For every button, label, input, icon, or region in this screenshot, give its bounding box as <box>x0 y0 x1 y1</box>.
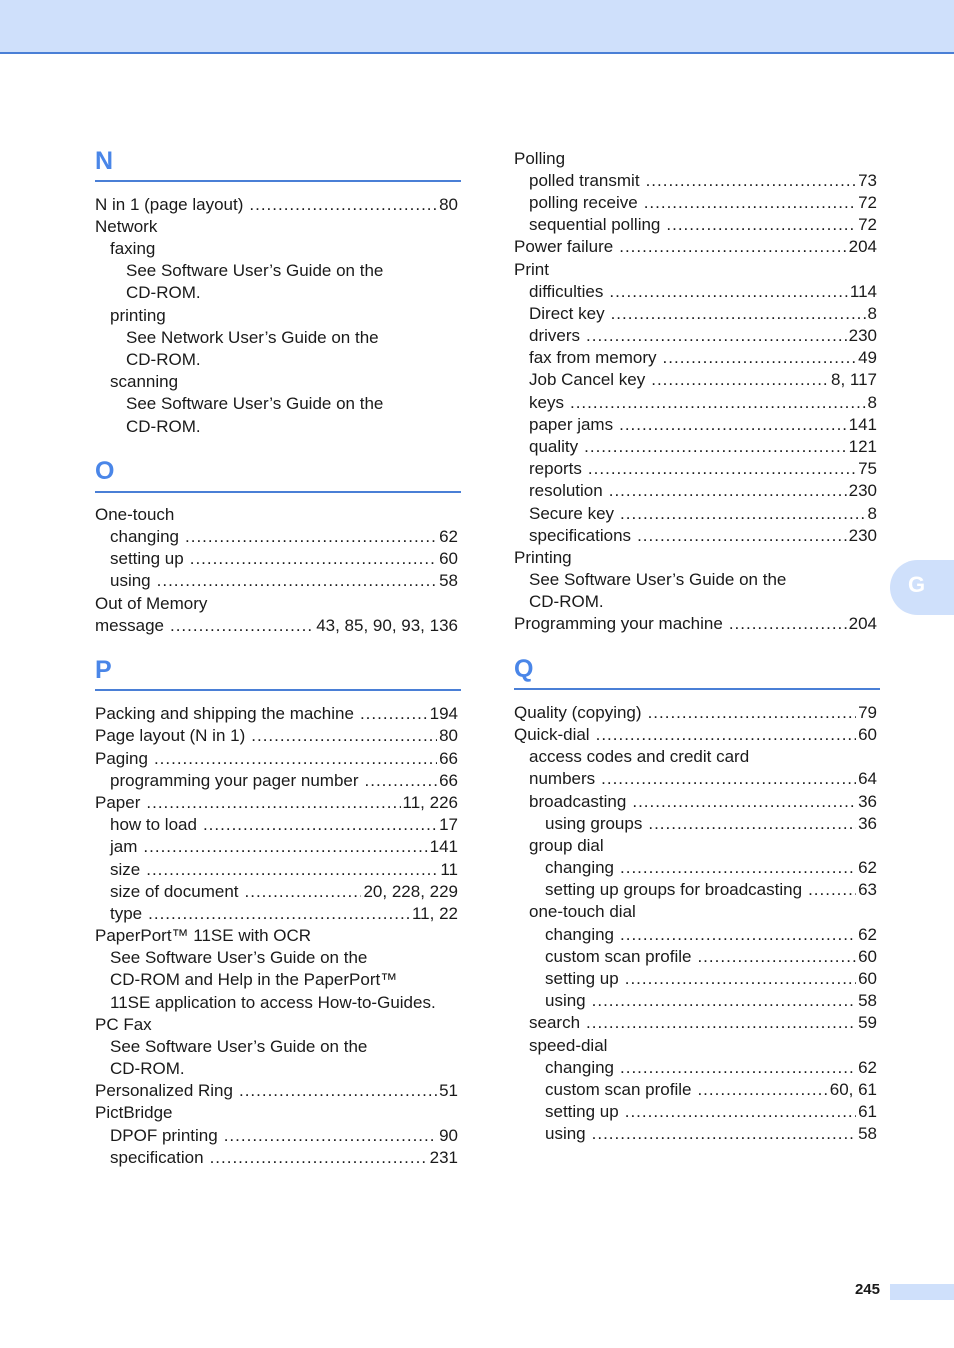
index-entry: programming your pager number ..... 66 <box>95 770 458 792</box>
index-entry: Paper ..... 11, 226 <box>95 792 458 814</box>
index-entry: faxing <box>110 239 156 258</box>
index-entry: difficulties ..... 114 <box>514 281 877 303</box>
index-entry: setting up ..... 60 <box>514 968 877 990</box>
index-entry: polled transmit ..... 73 <box>514 170 877 192</box>
index-entry: Polling <box>514 149 566 168</box>
page-number: 245 <box>854 1281 880 1298</box>
index-entry: jam ..... 141 <box>95 836 458 858</box>
index-entry: Packing and shipping the machine ..... 194 <box>95 703 458 725</box>
index-entry: paper jams ..... 141 <box>514 414 877 436</box>
index-entry: changing ..... 62 <box>95 526 458 548</box>
index-entry: setting up ..... 61 <box>514 1101 877 1123</box>
index-entry: See Software User’s Guide on the <box>126 394 384 413</box>
index-entry: how to load ..... 17 <box>95 814 458 836</box>
index-entry: size of document ..... 20, 228, 229 <box>95 881 458 903</box>
index-entry: Direct key ..... 8 <box>514 303 877 325</box>
index-entry: speed-dial <box>529 1036 608 1055</box>
index-entry: Secure key ..... 8 <box>514 503 877 525</box>
index-entry: CD-ROM. <box>126 283 201 302</box>
index-entry: See Software User’s Guide on the <box>110 948 368 967</box>
index-entry: group dial <box>529 836 604 855</box>
index-entry: See Software User’s Guide on the <box>126 261 384 280</box>
index-entry: scanning <box>110 372 179 391</box>
index-entry: changing ..... 62 <box>514 924 877 946</box>
index-entry: CD-ROM. <box>529 592 604 611</box>
index-entry: Quality (copying) ..... 79 <box>514 702 877 724</box>
index-entry: CD-ROM. <box>126 350 201 369</box>
index-entry: CD-ROM. <box>126 417 201 436</box>
index-entry: setting up ..... 60 <box>95 548 458 570</box>
index-entry: Network <box>95 217 158 236</box>
index-entry: polling receive ..... 72 <box>514 192 877 214</box>
footer-bar <box>890 1284 954 1300</box>
section-heading-q: Q <box>514 655 534 683</box>
index-entry: Out of Memory <box>95 594 208 613</box>
index-entry: Programming your machine ..... 204 <box>514 613 877 635</box>
index-entry: Paging ..... 66 <box>95 748 458 770</box>
index-entry: specification ..... 231 <box>95 1147 458 1169</box>
index-entry: PaperPort™ 11SE with OCR <box>95 926 312 945</box>
index-entry: sequential polling ..... 72 <box>514 214 877 236</box>
index-entry: DPOF printing ..... 90 <box>95 1125 458 1147</box>
index-entry: See Software User’s Guide on the <box>529 570 787 589</box>
section-rule <box>514 688 880 690</box>
index-entry: fax from memory ..... 49 <box>514 347 877 369</box>
index-entry: setting up groups for broadcasting ..... 63 <box>514 879 877 901</box>
index-entry: using groups ..... 36 <box>514 813 877 835</box>
index-entry: search ..... 59 <box>514 1012 877 1034</box>
index-entry: reports ..... 75 <box>514 458 877 480</box>
index-entry: message ..... 43, 85, 90, 93, 136 <box>95 615 458 637</box>
index-entry: custom scan profile ..... 60, 61 <box>514 1079 877 1101</box>
index-entry: Quick-dial ..... 60 <box>514 724 877 746</box>
index-entry: N in 1 (page layout) ..... 80 <box>95 194 458 216</box>
section-rule <box>95 491 461 493</box>
index-entry: CD-ROM. <box>110 1059 185 1078</box>
chapter-tab-letter: G <box>908 572 926 597</box>
index-entry: changing ..... 62 <box>514 1057 877 1079</box>
index-entry: PictBridge <box>95 1103 173 1122</box>
index-entry: CD-ROM and Help in the PaperPort™ <box>110 970 398 989</box>
index-entry: Power failure ..... 204 <box>514 236 877 258</box>
section-rule <box>95 180 461 182</box>
index-entry: Printing <box>514 548 572 567</box>
chapter-tab <box>890 560 954 615</box>
index-entry: Page layout (N in 1) ..... 80 <box>95 725 458 747</box>
index-entry: Print <box>514 260 549 279</box>
index-entry: One-touch <box>95 505 175 524</box>
index-entry: changing ..... 62 <box>514 857 877 879</box>
index-entry: using ..... 58 <box>514 1123 877 1145</box>
index-entry: keys ..... 8 <box>514 392 877 414</box>
index-entry: quality ..... 121 <box>514 436 877 458</box>
index-entry: drivers ..... 230 <box>514 325 877 347</box>
index-entry: size ..... 11 <box>95 859 458 881</box>
index-entry: Job Cancel key ..... 8, 117 <box>514 369 877 391</box>
index-entry: printing <box>110 306 166 325</box>
index-entry: one-touch dial <box>529 902 636 921</box>
section-heading-p: P <box>95 656 112 684</box>
index-entry: 11SE application to access How-to-Guides. <box>110 993 436 1012</box>
index-entry: numbers ..... 64 <box>514 768 877 790</box>
index-entry: broadcasting ..... 36 <box>514 791 877 813</box>
index-entry: See Software User’s Guide on the <box>110 1037 368 1056</box>
index-entry: Personalized Ring ..... 51 <box>95 1080 458 1102</box>
index-entry: type ..... 11, 22 <box>95 903 458 925</box>
section-heading-o: O <box>95 457 115 485</box>
index-entry: specifications ..... 230 <box>514 525 877 547</box>
section-heading-n: N <box>95 147 114 175</box>
index-entry: See Network User’s Guide on the <box>126 328 379 347</box>
index-entry: resolution ..... 230 <box>514 480 877 502</box>
index-entry: custom scan profile ..... 60 <box>514 946 877 968</box>
index-entry: access codes and credit card <box>529 747 750 766</box>
index-entry: using ..... 58 <box>514 990 877 1012</box>
index-entry: using ..... 58 <box>95 570 458 592</box>
index-entry: PC Fax <box>95 1015 152 1034</box>
section-rule <box>95 689 461 691</box>
header-bar <box>0 0 954 54</box>
